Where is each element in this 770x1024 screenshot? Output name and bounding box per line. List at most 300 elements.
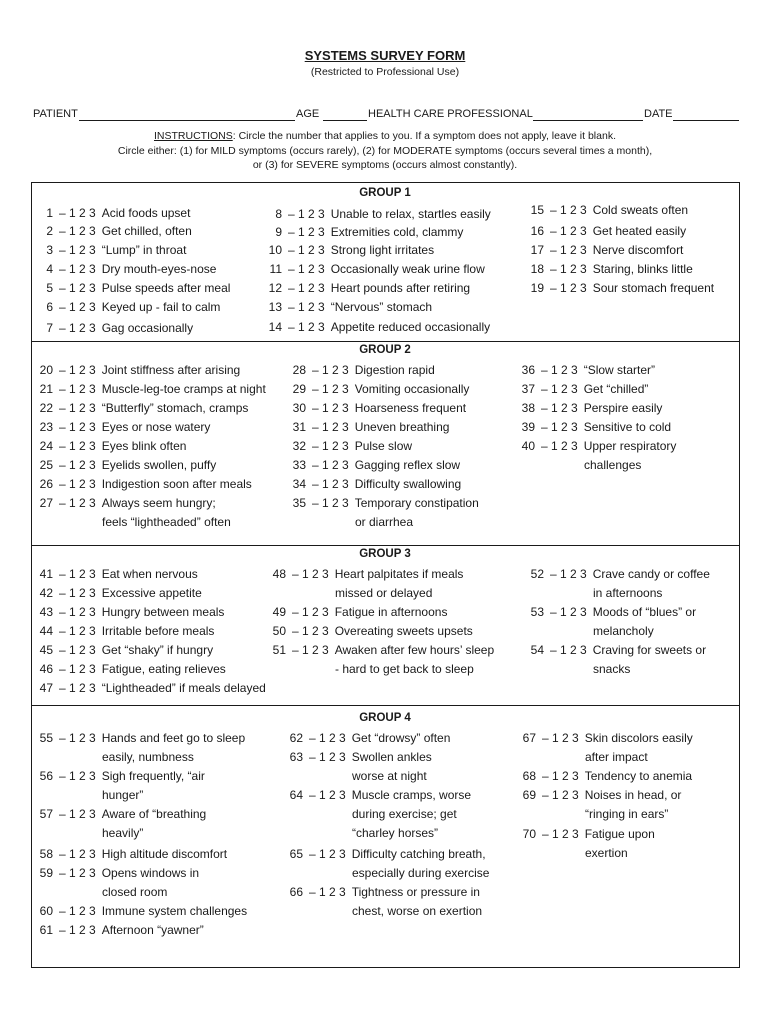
symptom-item-63 bbox=[283, 750, 432, 764]
symptom-item-23 bbox=[35, 420, 210, 434]
severity-scale[interactable]: – 1 2 3 bbox=[59, 605, 96, 619]
symptom-text: Pulse speeds after meal bbox=[101, 281, 231, 295]
symptom-text: Irritable before meals bbox=[101, 624, 215, 638]
symptom-text: Cold sweats often bbox=[592, 203, 689, 217]
symptom-number: 58 bbox=[39, 847, 53, 861]
symptom-item-37 bbox=[515, 382, 648, 396]
hcp-field[interactable] bbox=[533, 120, 643, 121]
symptom-text: Crave candy or coffee bbox=[592, 567, 710, 581]
symptom-text-continued: after impact bbox=[585, 750, 648, 764]
symptom-item-38 bbox=[515, 401, 662, 415]
symptom-number: 9 bbox=[275, 225, 282, 239]
symptom-item-47 bbox=[35, 681, 266, 695]
symptom-number: 44 bbox=[39, 624, 53, 638]
symptom-text: Unable to relax, startles easily bbox=[330, 207, 491, 221]
symptom-item-51 bbox=[266, 643, 494, 657]
severity-scale[interactable]: – 1 2 3 bbox=[312, 458, 349, 472]
symptom-item-66 bbox=[283, 885, 480, 899]
severity-scale[interactable]: – 1 2 3 bbox=[288, 207, 325, 221]
symptom-text: “Slow starter” bbox=[583, 363, 656, 377]
symptom-item-28 bbox=[288, 363, 435, 377]
symptom-text: “Butterfly” stomach, cramps bbox=[101, 401, 249, 415]
symptom-item-48 bbox=[266, 567, 463, 581]
symptom-number: 36 bbox=[521, 363, 535, 377]
symptom-item-33 bbox=[288, 458, 460, 472]
date-field[interactable] bbox=[673, 120, 739, 121]
symptom-text: Overeating sweets upsets bbox=[334, 624, 473, 638]
symptom-text: Acid foods upset bbox=[101, 206, 191, 220]
severity-scale[interactable]: – 1 2 3 bbox=[288, 320, 325, 334]
symptom-number: 42 bbox=[39, 586, 53, 600]
symptom-text: High altitude discomfort bbox=[101, 847, 228, 861]
severity-scale[interactable]: – 1 2 3 bbox=[59, 923, 96, 937]
symptom-item-68 bbox=[516, 769, 692, 783]
severity-scale[interactable]: – 1 2 3 bbox=[59, 624, 96, 638]
symptom-number: 47 bbox=[39, 681, 53, 695]
symptom-item-44 bbox=[35, 624, 214, 638]
symptom-item-45 bbox=[35, 643, 213, 657]
group-4-title: GROUP 4 bbox=[359, 712, 411, 724]
symptom-item-2 bbox=[35, 224, 192, 238]
symptom-number: 51 bbox=[272, 643, 286, 657]
severity-scale[interactable]: – 1 2 3 bbox=[550, 567, 587, 581]
severity-scale[interactable]: – 1 2 3 bbox=[59, 281, 96, 295]
severity-scale[interactable]: – 1 2 3 bbox=[59, 681, 96, 695]
symptom-text: Sigh frequently, “air bbox=[101, 769, 205, 783]
symptom-number: 17 bbox=[530, 243, 544, 257]
severity-scale[interactable]: – 1 2 3 bbox=[550, 605, 587, 619]
severity-scale[interactable]: – 1 2 3 bbox=[550, 203, 587, 217]
symptom-text: Digestion rapid bbox=[354, 363, 435, 377]
symptom-text: Aware of “breathing bbox=[101, 807, 207, 821]
symptom-item-25 bbox=[35, 458, 216, 472]
symptom-item-56 bbox=[35, 769, 205, 783]
symptom-number: 49 bbox=[272, 605, 286, 619]
symptom-item-1 bbox=[35, 206, 190, 220]
symptom-text-continued: or diarrhea bbox=[355, 515, 414, 529]
symptom-item-31 bbox=[288, 420, 449, 434]
severity-scale[interactable]: – 1 2 3 bbox=[542, 769, 579, 783]
symptom-number: 41 bbox=[39, 567, 53, 581]
severity-scale[interactable]: – 1 2 3 bbox=[541, 382, 578, 396]
severity-scale[interactable]: – 1 2 3 bbox=[309, 788, 346, 802]
severity-scale[interactable]: – 1 2 3 bbox=[59, 904, 96, 918]
symptom-text: Hungry between meals bbox=[101, 605, 225, 619]
symptom-text: Eat when nervous bbox=[101, 567, 198, 581]
symptom-text: Swollen ankles bbox=[351, 750, 432, 764]
symptom-item-54 bbox=[524, 643, 706, 657]
severity-scale[interactable]: – 1 2 3 bbox=[312, 363, 349, 377]
symptom-number: 30 bbox=[292, 401, 306, 415]
symptom-text: Nerve discomfort bbox=[592, 243, 684, 257]
symptom-text-continued: in afternoons bbox=[593, 586, 663, 600]
symptom-text: Keyed up - fail to calm bbox=[101, 300, 221, 314]
age-label: AGE bbox=[296, 108, 320, 120]
symptom-number: 22 bbox=[39, 401, 53, 415]
symptom-number: 7 bbox=[46, 321, 53, 335]
symptom-number: 53 bbox=[530, 605, 544, 619]
severity-scale[interactable]: – 1 2 3 bbox=[312, 496, 349, 510]
symptom-item-29 bbox=[288, 382, 469, 396]
symptom-text: Tightness or pressure in bbox=[351, 885, 480, 899]
symptom-text: Fatigue, eating relieves bbox=[101, 662, 226, 676]
instructions-line-1-text: : Circle the number that applies to you. If a symptom does not apply, leave it blank. bbox=[232, 130, 616, 142]
symptom-item-30 bbox=[288, 401, 466, 415]
severity-scale[interactable]: – 1 2 3 bbox=[312, 401, 349, 415]
symptom-number: 65 bbox=[289, 847, 303, 861]
symptom-number: 69 bbox=[522, 788, 536, 802]
symptom-number: 43 bbox=[39, 605, 53, 619]
symptom-item-21 bbox=[35, 382, 266, 396]
severity-scale[interactable]: – 1 2 3 bbox=[288, 281, 325, 295]
severity-scale[interactable]: – 1 2 3 bbox=[59, 363, 96, 377]
symptom-text: Upper respiratory bbox=[583, 439, 677, 453]
symptom-text: Indigestion soon after meals bbox=[101, 477, 252, 491]
instructions-label: INSTRUCTIONS bbox=[153, 130, 233, 142]
severity-scale[interactable]: – 1 2 3 bbox=[292, 624, 329, 638]
severity-scale[interactable]: – 1 2 3 bbox=[550, 243, 587, 257]
symptom-number: 61 bbox=[39, 923, 53, 937]
symptom-item-22 bbox=[35, 401, 248, 415]
symptom-item-34 bbox=[288, 477, 461, 491]
symptom-text: Always seem hungry; bbox=[101, 496, 216, 510]
symptom-item-52 bbox=[524, 567, 710, 581]
symptom-number: 63 bbox=[289, 750, 303, 764]
symptom-text: “Lightheaded” if meals delayed bbox=[101, 681, 266, 695]
symptom-number: 29 bbox=[292, 382, 306, 396]
symptom-item-60 bbox=[35, 904, 247, 918]
symptom-number: 23 bbox=[39, 420, 53, 434]
instructions-line-1 bbox=[0, 130, 770, 142]
symptom-number: 45 bbox=[39, 643, 53, 657]
symptom-number: 48 bbox=[272, 567, 286, 581]
symptom-number: 70 bbox=[522, 827, 536, 841]
symptom-text: Joint stiffness after arising bbox=[101, 363, 241, 377]
symptom-text: Heart pounds after retiring bbox=[330, 281, 471, 295]
symptom-text: Muscle cramps, worse bbox=[351, 788, 472, 802]
severity-scale[interactable]: – 1 2 3 bbox=[309, 885, 346, 899]
symptom-item-35 bbox=[288, 496, 479, 510]
severity-scale[interactable]: – 1 2 3 bbox=[59, 224, 96, 238]
severity-scale[interactable]: – 1 2 3 bbox=[59, 807, 96, 821]
symptom-number: 67 bbox=[522, 731, 536, 745]
symptom-text: Get “shaky” if hungry bbox=[101, 643, 214, 657]
symptom-text: Dry mouth-eyes-nose bbox=[101, 262, 217, 276]
symptom-text: Get heated easily bbox=[592, 224, 687, 238]
symptom-item-64 bbox=[283, 788, 471, 802]
symptom-item-6 bbox=[35, 300, 220, 314]
symptom-text: Get “drowsy” often bbox=[351, 731, 451, 745]
patient-field[interactable] bbox=[79, 120, 295, 121]
severity-scale[interactable]: – 1 2 3 bbox=[292, 605, 329, 619]
symptom-item-67 bbox=[516, 731, 693, 745]
symptom-number: 24 bbox=[39, 439, 53, 453]
symptom-text: Difficulty catching breath, bbox=[351, 847, 486, 861]
severity-scale[interactable]: – 1 2 3 bbox=[309, 731, 346, 745]
symptom-text: Fatigue upon bbox=[584, 827, 655, 841]
group-divider bbox=[31, 705, 740, 706]
symptom-text: Eyes or nose watery bbox=[101, 420, 211, 434]
severity-scale[interactable]: – 1 2 3 bbox=[59, 300, 96, 314]
severity-scale[interactable]: – 1 2 3 bbox=[59, 643, 96, 657]
symptom-number: 3 bbox=[46, 243, 53, 257]
symptom-item-49 bbox=[266, 605, 447, 619]
severity-scale[interactable]: – 1 2 3 bbox=[550, 224, 587, 238]
severity-scale[interactable]: – 1 2 3 bbox=[550, 262, 587, 276]
severity-scale[interactable]: – 1 2 3 bbox=[59, 243, 96, 257]
symptom-text: Eyes blink often bbox=[101, 439, 187, 453]
severity-scale[interactable]: – 1 2 3 bbox=[59, 206, 96, 220]
symptom-text: Vomiting occasionally bbox=[354, 382, 470, 396]
symptom-item-5 bbox=[35, 281, 230, 295]
symptom-item-12 bbox=[262, 281, 470, 295]
severity-scale[interactable]: – 1 2 3 bbox=[550, 643, 587, 657]
severity-scale[interactable]: – 1 2 3 bbox=[550, 281, 587, 295]
severity-scale[interactable]: – 1 2 3 bbox=[312, 382, 349, 396]
symptom-number: 52 bbox=[530, 567, 544, 581]
severity-scale[interactable]: – 1 2 3 bbox=[59, 769, 96, 783]
symptom-number: 68 bbox=[522, 769, 536, 783]
symptom-number: 27 bbox=[39, 496, 53, 510]
symptom-item-8 bbox=[262, 207, 491, 221]
symptom-item-46 bbox=[35, 662, 226, 676]
symptom-text: Opens windows in bbox=[101, 866, 200, 880]
symptom-item-59 bbox=[35, 866, 199, 880]
symptom-item-24 bbox=[35, 439, 186, 453]
symptom-number: 59 bbox=[39, 866, 53, 880]
symptom-number: 28 bbox=[292, 363, 306, 377]
symptom-item-58 bbox=[35, 847, 227, 861]
symptom-text: Tendency to anemia bbox=[584, 769, 693, 783]
group-divider bbox=[31, 341, 740, 342]
symptom-number: 55 bbox=[39, 731, 53, 745]
symptom-item-26 bbox=[35, 477, 252, 491]
symptom-text: Strong light irritates bbox=[330, 243, 435, 257]
symptom-number: 54 bbox=[530, 643, 544, 657]
symptom-text: Skin discolors easily bbox=[584, 731, 693, 745]
severity-scale[interactable]: – 1 2 3 bbox=[541, 439, 578, 453]
symptom-item-40 bbox=[515, 439, 676, 453]
symptom-text-continued: heavily” bbox=[102, 826, 144, 840]
symptom-text-continued: hunger” bbox=[102, 788, 144, 802]
symptom-number: 26 bbox=[39, 477, 53, 491]
severity-scale[interactable]: – 1 2 3 bbox=[309, 847, 346, 861]
symptom-number: 6 bbox=[46, 300, 53, 314]
symptom-item-57 bbox=[35, 807, 206, 821]
symptom-text: Eyelids swollen, puffy bbox=[101, 458, 217, 472]
symptom-item-55 bbox=[35, 731, 245, 745]
symptom-number: 62 bbox=[289, 731, 303, 745]
symptom-number: 31 bbox=[292, 420, 306, 434]
symptom-text-continued: chest, worse on exertion bbox=[352, 904, 483, 918]
symptom-number: 15 bbox=[530, 203, 544, 217]
instructions-line-3: or (3) for SEVERE symptoms (occurs almost constantly). bbox=[252, 159, 518, 171]
symptom-number: 8 bbox=[275, 207, 282, 221]
symptom-item-10 bbox=[262, 243, 434, 257]
symptom-text: “Lump” in throat bbox=[101, 243, 187, 257]
symptom-number: 1 bbox=[46, 206, 53, 220]
severity-scale[interactable]: – 1 2 3 bbox=[309, 750, 346, 764]
symptom-number: 38 bbox=[521, 401, 535, 415]
symptom-item-18 bbox=[524, 262, 693, 276]
symptom-number: 14 bbox=[268, 320, 282, 334]
symptom-item-15 bbox=[524, 203, 688, 217]
severity-scale[interactable]: – 1 2 3 bbox=[59, 382, 96, 396]
symptom-item-13 bbox=[262, 300, 432, 314]
symptom-number: 39 bbox=[521, 420, 535, 434]
severity-scale[interactable]: – 1 2 3 bbox=[312, 439, 349, 453]
symptom-text: Sour stomach frequent bbox=[592, 281, 715, 295]
symptom-item-32 bbox=[288, 439, 412, 453]
symptom-text-continued: “charley horses” bbox=[352, 826, 439, 840]
symptom-number: 18 bbox=[530, 262, 544, 276]
severity-scale[interactable]: – 1 2 3 bbox=[59, 662, 96, 676]
symptom-item-9 bbox=[262, 225, 463, 239]
age-field[interactable] bbox=[323, 120, 367, 121]
symptom-item-61 bbox=[35, 923, 204, 937]
symptom-item-39 bbox=[515, 420, 671, 434]
severity-scale[interactable]: – 1 2 3 bbox=[312, 420, 349, 434]
symptom-number: 40 bbox=[521, 439, 535, 453]
severity-scale[interactable]: – 1 2 3 bbox=[59, 477, 96, 491]
symptom-text-continued: challenges bbox=[584, 458, 642, 472]
symptom-text-continued: feels “lightheaded” often bbox=[102, 515, 231, 529]
symptom-number: 66 bbox=[289, 885, 303, 899]
severity-scale[interactable]: – 1 2 3 bbox=[59, 262, 96, 276]
symptom-item-7 bbox=[35, 321, 193, 335]
severity-scale[interactable]: – 1 2 3 bbox=[292, 643, 329, 657]
symptom-item-16 bbox=[524, 224, 686, 238]
symptom-item-14 bbox=[262, 320, 490, 334]
severity-scale[interactable]: – 1 2 3 bbox=[288, 300, 325, 314]
symptom-text-continued: worse at night bbox=[352, 769, 427, 783]
symptom-text: Muscle-leg-toe cramps at night bbox=[101, 382, 266, 396]
symptom-item-11 bbox=[262, 262, 485, 276]
symptom-text: Pulse slow bbox=[354, 439, 413, 453]
symptom-number: 33 bbox=[292, 458, 306, 472]
symptom-number: 21 bbox=[39, 382, 53, 396]
symptom-text-continued: melancholy bbox=[593, 624, 654, 638]
form-title: SYSTEMS SURVEY FORM bbox=[304, 48, 466, 63]
symptom-item-65 bbox=[283, 847, 486, 861]
symptom-item-36 bbox=[515, 363, 655, 377]
severity-scale[interactable]: – 1 2 3 bbox=[59, 458, 96, 472]
symptom-text: Get chilled, often bbox=[101, 224, 192, 238]
symptom-number: 25 bbox=[39, 458, 53, 472]
symptom-text-continued: snacks bbox=[593, 662, 631, 676]
symptom-text: Noises in head, or bbox=[584, 788, 682, 802]
symptom-text: “Nervous” stomach bbox=[330, 300, 433, 314]
group-3-title: GROUP 3 bbox=[359, 548, 411, 560]
symptom-item-41 bbox=[35, 567, 198, 581]
symptom-number: 19 bbox=[530, 281, 544, 295]
symptom-text: Sensitive to cold bbox=[583, 420, 672, 434]
severity-scale[interactable]: – 1 2 3 bbox=[59, 866, 96, 880]
symptom-text: Staring, blinks little bbox=[592, 262, 693, 276]
symptom-item-50 bbox=[266, 624, 473, 638]
severity-scale[interactable]: – 1 2 3 bbox=[542, 731, 579, 745]
severity-scale[interactable]: – 1 2 3 bbox=[59, 847, 96, 861]
symptom-number: 5 bbox=[46, 281, 53, 295]
symptom-text: Afternoon “yawner” bbox=[101, 923, 204, 937]
symptom-number: 11 bbox=[269, 262, 282, 276]
symptom-number: 57 bbox=[39, 807, 53, 821]
symptom-text: Immune system challenges bbox=[101, 904, 248, 918]
symptom-number: 13 bbox=[268, 300, 282, 314]
severity-scale[interactable]: – 1 2 3 bbox=[59, 496, 96, 510]
severity-scale[interactable]: – 1 2 3 bbox=[59, 321, 96, 335]
severity-scale[interactable]: – 1 2 3 bbox=[541, 420, 578, 434]
severity-scale[interactable]: – 1 2 3 bbox=[59, 731, 96, 745]
symptom-number: 56 bbox=[39, 769, 53, 783]
group-divider bbox=[31, 545, 740, 546]
severity-scale[interactable]: – 1 2 3 bbox=[59, 567, 96, 581]
symptom-number: 46 bbox=[39, 662, 53, 676]
symptom-text: Uneven breathing bbox=[354, 420, 450, 434]
symptom-number: 16 bbox=[530, 224, 544, 238]
severity-scale[interactable]: – 1 2 3 bbox=[541, 401, 578, 415]
symptom-number: 20 bbox=[39, 363, 53, 377]
symptom-number: 35 bbox=[292, 496, 306, 510]
symptom-text: Gag occasionally bbox=[101, 321, 194, 335]
symptom-number: 50 bbox=[272, 624, 286, 638]
symptom-text-continued: - hard to get back to sleep bbox=[335, 662, 474, 676]
group-2-title: GROUP 2 bbox=[359, 344, 411, 356]
severity-scale[interactable]: – 1 2 3 bbox=[288, 225, 325, 239]
symptom-text-continued: missed or delayed bbox=[335, 586, 433, 600]
hcp-label: HEALTH CARE PROFESSIONAL bbox=[368, 108, 533, 120]
severity-scale[interactable]: – 1 2 3 bbox=[59, 401, 96, 415]
symptom-item-69 bbox=[516, 788, 681, 802]
symptom-text: Fatigue in afternoons bbox=[334, 605, 448, 619]
symptom-text-continued: exertion bbox=[585, 846, 628, 860]
severity-scale[interactable]: – 1 2 3 bbox=[542, 788, 579, 802]
date-label: DATE bbox=[644, 108, 673, 120]
severity-scale[interactable]: – 1 2 3 bbox=[59, 420, 96, 434]
symptom-item-27 bbox=[35, 496, 216, 510]
symptom-text: Excessive appetite bbox=[101, 586, 202, 600]
severity-scale[interactable]: – 1 2 3 bbox=[288, 262, 325, 276]
symptom-text: Awaken after few hours’ sleep bbox=[334, 643, 495, 657]
symptom-number: 37 bbox=[521, 382, 535, 396]
symptom-item-43 bbox=[35, 605, 224, 619]
symptom-item-17 bbox=[524, 243, 683, 257]
symptom-text: Extremities cold, clammy bbox=[330, 225, 464, 239]
symptom-item-3 bbox=[35, 243, 186, 257]
symptom-number: 10 bbox=[268, 243, 282, 257]
severity-scale[interactable]: – 1 2 3 bbox=[542, 827, 579, 841]
symptom-text: Hoarseness frequent bbox=[354, 401, 467, 415]
severity-scale[interactable]: – 1 2 3 bbox=[541, 363, 578, 377]
severity-scale[interactable]: – 1 2 3 bbox=[59, 586, 96, 600]
form-subtitle: (Restricted to Professional Use) bbox=[310, 66, 460, 78]
severity-scale[interactable]: – 1 2 3 bbox=[292, 567, 329, 581]
symptom-number: 64 bbox=[289, 788, 303, 802]
symptom-number: 12 bbox=[268, 281, 282, 295]
symptom-item-20 bbox=[35, 363, 240, 377]
severity-scale[interactable]: – 1 2 3 bbox=[288, 243, 325, 257]
symptom-text-continued: closed room bbox=[102, 885, 168, 899]
symptom-item-53 bbox=[524, 605, 696, 619]
severity-scale[interactable]: – 1 2 3 bbox=[312, 477, 349, 491]
symptom-number: 4 bbox=[46, 262, 53, 276]
severity-scale[interactable]: – 1 2 3 bbox=[59, 439, 96, 453]
symptom-text: Occasionally weak urine flow bbox=[330, 262, 485, 276]
symptom-text-continued: especially during exercise bbox=[352, 866, 490, 880]
symptom-number: 60 bbox=[39, 904, 53, 918]
symptom-number: 32 bbox=[292, 439, 306, 453]
symptom-number: 2 bbox=[46, 224, 53, 238]
